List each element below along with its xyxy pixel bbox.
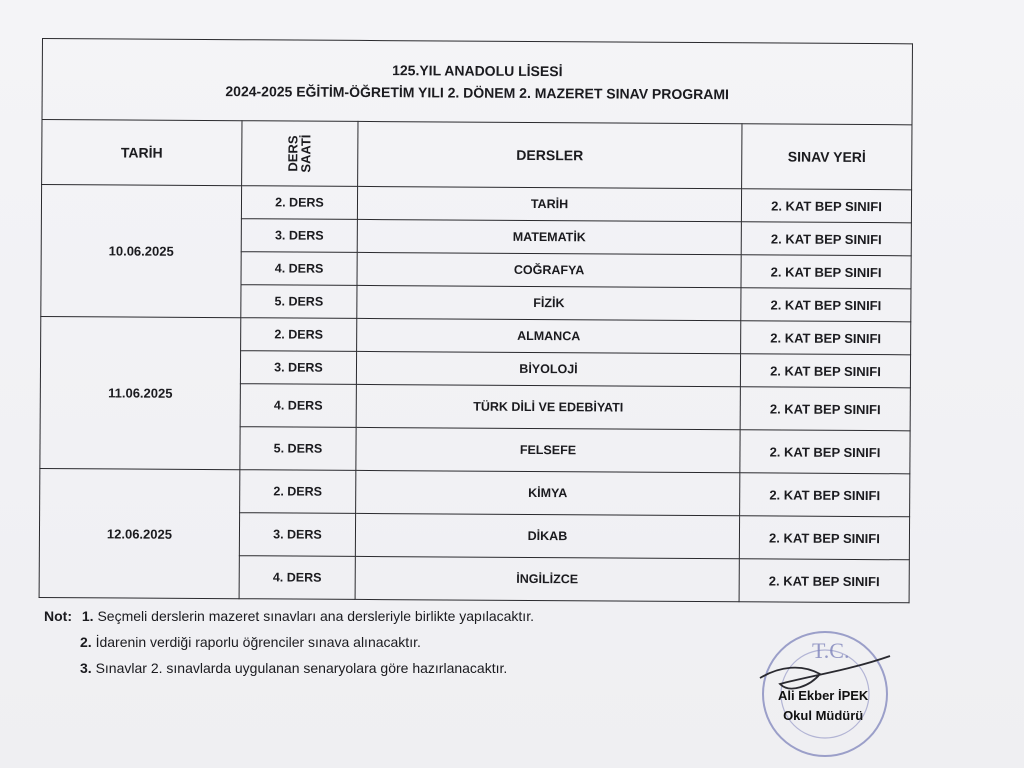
note-number: 1. xyxy=(81,608,94,624)
lesson-cell: COĞRAFYA xyxy=(357,252,741,287)
period-cell: 2. DERS xyxy=(240,470,356,514)
period-cell: 5. DERS xyxy=(240,427,356,471)
period-cell: 5. DERS xyxy=(241,285,357,319)
location-cell: 2. KAT BEP SINIFI xyxy=(739,516,909,560)
note-number: 3. xyxy=(80,660,92,676)
period-cell: 3. DERS xyxy=(240,351,356,385)
period-cell: 4. DERS xyxy=(240,384,356,428)
location-cell: 2. KAT BEP SINIFI xyxy=(741,222,911,256)
location-cell: 2. KAT BEP SINIFI xyxy=(741,288,911,322)
column-header-tarih: TARİH xyxy=(42,120,242,186)
table-row xyxy=(41,316,911,354)
note-item xyxy=(80,656,507,680)
date-cell: 11.06.2025 xyxy=(40,316,241,469)
period-cell: 4. DERS xyxy=(239,556,355,600)
note-text: Sınavlar 2. sınavlarda uygulanan senaryolara göre hazırlanacaktır. xyxy=(95,660,508,676)
period-cell: 3. DERS xyxy=(241,219,357,253)
period-cell: 2. DERS xyxy=(241,318,357,352)
location-cell: 2. KAT BEP SINIFI xyxy=(739,559,909,603)
location-cell: 2. KAT BEP SINIFI xyxy=(741,189,911,223)
note-text: Seçmeli derslerin mazeret sınavları ana dersleriyle birlikte yapılacaktır. xyxy=(97,608,534,624)
column-header-sinav-yeri: SINAV YERİ xyxy=(742,124,912,190)
period-cell: 3. DERS xyxy=(239,513,355,557)
lesson-cell: FELSEFE xyxy=(356,427,740,472)
lesson-cell: ALMANCA xyxy=(357,318,741,353)
signer-name: Ali Ekber İPEK xyxy=(778,688,869,703)
document-title xyxy=(42,39,912,125)
location-cell: 2. KAT BEP SINIFI xyxy=(740,430,910,474)
table-row xyxy=(41,185,911,223)
location-cell: 2. KAT BEP SINIFI xyxy=(741,255,911,289)
location-cell: 2. KAT BEP SINIFI xyxy=(740,354,910,388)
lesson-cell: KİMYA xyxy=(356,470,740,515)
table-row xyxy=(40,468,910,516)
lesson-cell: TÜRK DİLİ VE EDEBİYATI xyxy=(356,384,740,429)
location-cell: 2. KAT BEP SINIFI xyxy=(740,473,910,517)
date-cell: 10.06.2025 xyxy=(41,185,242,318)
period-cell: 2. DERS xyxy=(241,186,357,220)
column-header-dersler: DERSLER xyxy=(358,121,742,188)
lesson-cell: MATEMATİK xyxy=(357,219,741,254)
column-header-ders-saati xyxy=(242,121,358,187)
note-number: 2. xyxy=(80,634,92,650)
lesson-cell: DİKAB xyxy=(355,513,739,558)
date-cell: 12.06.2025 xyxy=(39,468,240,598)
schedule-table xyxy=(39,38,913,603)
note-item xyxy=(44,604,534,628)
lesson-cell: TARİH xyxy=(357,186,741,221)
period-cell: 4. DERS xyxy=(241,252,357,286)
signature-block xyxy=(778,686,868,726)
note-text: İdarenin verdiği raporlu öğrenciler sınava alınacaktır. xyxy=(95,634,421,650)
lesson-cell: İNGİLİZCE xyxy=(355,556,739,601)
note-item xyxy=(80,630,421,654)
ders-saati-label: DERS SAATİ xyxy=(285,134,314,173)
location-cell: 2. KAT BEP SINIFI xyxy=(740,387,910,431)
location-cell: 2. KAT BEP SINIFI xyxy=(741,321,911,355)
lesson-cell: BİYOLOJİ xyxy=(356,351,740,386)
signer-title: Okul Müdürü xyxy=(783,708,864,723)
lesson-cell: FİZİK xyxy=(357,285,741,320)
school-name: 125.YIL ANADOLU LİSESİ xyxy=(392,62,563,80)
schedule-title: 2024-2025 EĞİTİM-ÖĞRETİM YILI 2. DÖNEM 2. MAZERET SINAV PROGRAMI xyxy=(225,83,730,103)
stamp-text: T.C. xyxy=(812,638,850,663)
exam-schedule xyxy=(39,38,912,603)
notes-label: Not: xyxy=(44,608,72,624)
